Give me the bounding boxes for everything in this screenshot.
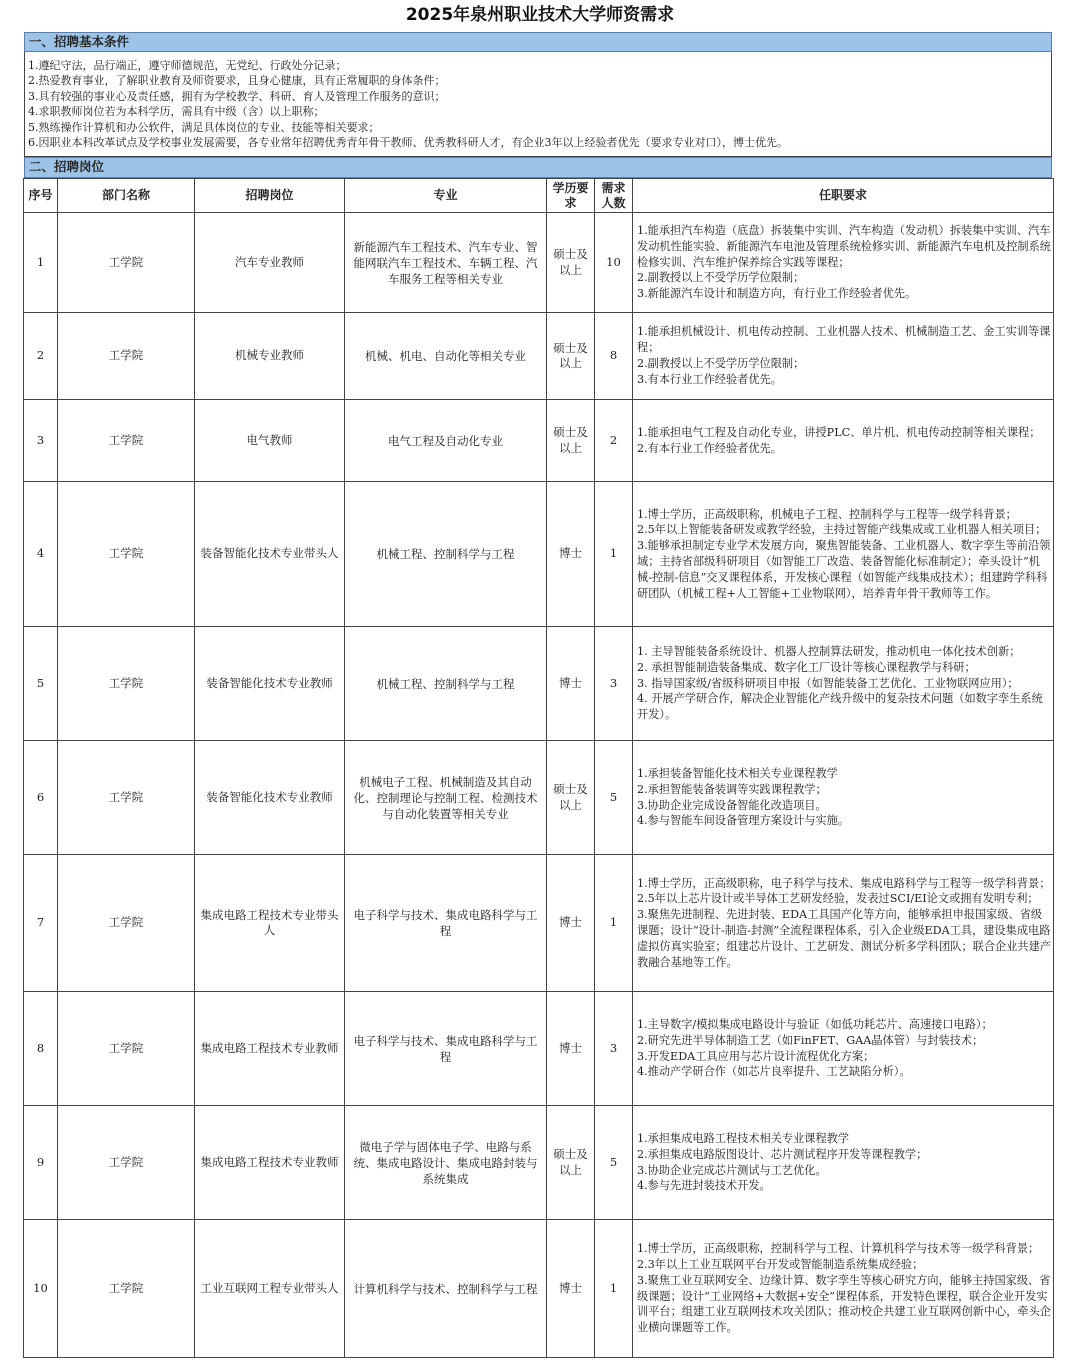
cell-no: 1 bbox=[24, 213, 58, 313]
cell-dept: 工学院 bbox=[58, 482, 195, 627]
cell-post: 装备智能化技术专业带头人 bbox=[195, 482, 345, 627]
table-row bbox=[24, 855, 1054, 992]
cell-major: 微电子学与固体电子学、电路与系统、集成电路设计、集成电路封装与系统集成 bbox=[345, 1106, 547, 1220]
cell-dept: 工学院 bbox=[58, 213, 195, 313]
requirement-item: 1.博士学历，正高级职称，控制科学与工程、计算机科学与技术等一级学科背景； bbox=[637, 1242, 1040, 1256]
condition-item: 3.具有较强的事业心及责任感，拥有为学校教学、科研、育人及管理工作服务的意识； bbox=[28, 89, 446, 103]
cell-edu: 硕士及以上 bbox=[547, 400, 595, 482]
cell-requirements bbox=[633, 213, 1054, 313]
cell-major: 机械工程、控制科学与工程 bbox=[345, 627, 547, 741]
requirement-item: 2.承担智能装备装调等实践课程教学； bbox=[637, 782, 827, 796]
cell-no: 9 bbox=[24, 1106, 58, 1220]
cell-count: 5 bbox=[595, 1106, 633, 1220]
cell-count: 3 bbox=[595, 627, 633, 741]
header-dept: 部门名称 bbox=[58, 179, 195, 213]
requirement-item: 1.能承担机械设计、机电传动控制、工业机器人技术、机械制造工艺、金工实训等课程； bbox=[637, 325, 1051, 355]
cell-requirements bbox=[633, 1220, 1054, 1358]
requirement-item: 1.博士学历，正高级职称，电子科学与技术、集成电路科学与工程等一级学科背景； bbox=[637, 876, 1051, 890]
header-count: 需求人数 bbox=[595, 179, 633, 213]
header-no: 序号 bbox=[24, 179, 58, 213]
cell-post: 汽车专业教师 bbox=[195, 213, 345, 313]
requirement-item: 2.5年以上芯片设计或半导体工艺研发经验，发表过SCI/EI论文或拥有发明专利； bbox=[637, 892, 1039, 906]
cell-post: 集成电路工程技术专业教师 bbox=[195, 1106, 345, 1220]
requirement-item: 2.承担集成电路版图设计、芯片测试程序开发等课程教学； bbox=[637, 1147, 928, 1161]
requirement-item: 3.聚焦工业互联网安全、边缘计算、数字孪生等核心研究方向，能够主持国家级、省级课题；设计“工业网络+大数据+安全”课程体系，开发特色课程，联合企业开发实训平台；组建工业互联网技术攻关团队；推动校企共建工业互联网创新中心，牵头企业横向课题等工作。 bbox=[637, 1273, 1051, 1335]
requirement-item: 4.参与智能车间设备管理方案设计与实施。 bbox=[637, 814, 850, 828]
cell-edu: 博士 bbox=[547, 855, 595, 992]
cell-edu: 硕士及以上 bbox=[547, 1106, 595, 1220]
table-row bbox=[24, 1220, 1054, 1358]
cell-requirements bbox=[633, 313, 1054, 400]
header-req: 任职要求 bbox=[633, 179, 1054, 213]
cell-edu: 博士 bbox=[547, 482, 595, 627]
cell-requirements bbox=[633, 855, 1054, 992]
cell-count: 1 bbox=[595, 855, 633, 992]
cell-requirements bbox=[633, 400, 1054, 482]
cell-dept: 工学院 bbox=[58, 313, 195, 400]
condition-item: 5.熟练操作计算机和办公软件，满足具体岗位的专业、技能等相关要求； bbox=[28, 120, 380, 134]
cell-no: 7 bbox=[24, 855, 58, 992]
cell-major: 新能源汽车工程技术、汽车专业、智能网联汽车工程技术、车辆工程、汽车服务工程等相关专业 bbox=[345, 213, 547, 313]
header-edu: 学历要求 bbox=[547, 179, 595, 213]
cell-count: 1 bbox=[595, 1220, 633, 1358]
cell-major: 计算机科学与技术、控制科学与工程 bbox=[345, 1220, 547, 1358]
cell-dept: 工学院 bbox=[58, 855, 195, 992]
requirement-item: 1. 主导智能装备系统设计、机器人控制算法研发，推动机电一体化技术创新； bbox=[637, 645, 1021, 658]
cell-no: 8 bbox=[24, 992, 58, 1106]
requirement-item: 3. 指导国家级/省级科研项目申报（如智能装备工艺优化、工业物联网应用）； bbox=[637, 676, 1019, 690]
table-row bbox=[24, 482, 1054, 627]
cell-dept: 工学院 bbox=[58, 1106, 195, 1220]
requirement-item: 1.能承担汽车构造（底盘）拆装集中实训、汽车构造（发动机）拆装集中实训、汽车发动机性能实验、新能源汽车电池及管理系统检修实训、新能源汽车电机及控制系统检修实训、汽车维护保养综合实践等课程； bbox=[637, 224, 1051, 269]
cell-major: 电子科学与技术、集成电路科学与工程 bbox=[345, 855, 547, 992]
cell-dept: 工学院 bbox=[58, 741, 195, 855]
section-basic-conditions-heading: 一、招聘基本条件 bbox=[24, 32, 1052, 52]
requirement-item: 1.能承担电气工程及自动化专业，讲授PLC、单片机、机电传动控制等相关课程； bbox=[637, 425, 1041, 439]
condition-item: 4.求职教师岗位若为本科学历，需具有中级（含）以上职称； bbox=[28, 105, 325, 119]
cell-major: 机械工程、控制科学与工程 bbox=[345, 482, 547, 627]
requirement-item: 2. 承担智能制造装备集成、数字化工厂设计等核心课程教学与科研； bbox=[637, 660, 976, 674]
cell-requirements bbox=[633, 741, 1054, 855]
cell-dept: 工学院 bbox=[58, 992, 195, 1106]
cell-no: 3 bbox=[24, 400, 58, 482]
requirement-item: 3.协助企业完成芯片测试与工艺优化。 bbox=[637, 1163, 827, 1177]
basic-conditions-list bbox=[24, 52, 1052, 157]
requirement-item: 2.3年以上工业互联网平台开发或智能制造系统集成经验； bbox=[637, 1257, 924, 1271]
requirement-item: 1.承担装备智能化技术相关专业课程教学 bbox=[637, 766, 838, 780]
positions-table bbox=[23, 178, 1054, 1358]
table-row bbox=[24, 400, 1054, 482]
table-row bbox=[24, 213, 1054, 313]
cell-count: 1 bbox=[595, 482, 633, 627]
cell-count: 3 bbox=[595, 992, 633, 1106]
condition-item: 1.遵纪守法，品行端正，遵守师德规范，无党纪、行政处分记录； bbox=[28, 59, 347, 72]
requirement-item: 3.开发EDA工具应用与芯片设计流程优化方案； bbox=[637, 1049, 875, 1063]
requirement-item: 3.能够承担制定专业学术发展方向，聚焦智能装备、工业机器人、数字孪生等前沿领域；主持省部级科研项目（如智能工厂改造、装备智能化标准制定）；牵头设计“机械-控制-信息”交叉课程体系，开发核心课程（如智能产线集成技术）；组建跨学科科研团队（机械工程+人工智能+工业物联网），培养青年骨干教师等工作。 bbox=[637, 539, 1051, 600]
requirement-item: 2.副教授以上不受学历学位限制； bbox=[637, 357, 805, 370]
cell-edu: 博士 bbox=[547, 1220, 595, 1358]
cell-no: 4 bbox=[24, 482, 58, 627]
cell-requirements bbox=[633, 992, 1054, 1106]
cell-post: 电气教师 bbox=[195, 400, 345, 482]
cell-no: 6 bbox=[24, 741, 58, 855]
cell-no: 2 bbox=[24, 313, 58, 400]
cell-edu: 博士 bbox=[547, 627, 595, 741]
requirement-item: 1.主导数字/模拟集成电路设计与验证（如低功耗芯片、高速接口电路）； bbox=[637, 1017, 993, 1031]
requirement-item: 2.副教授以上不受学历学位限制； bbox=[637, 271, 805, 285]
page-title: 2025年泉州职业技术大学师资需求 bbox=[405, 5, 675, 25]
cell-requirements bbox=[633, 482, 1054, 627]
cell-post: 装备智能化技术专业教师 bbox=[195, 627, 345, 741]
cell-no: 5 bbox=[24, 627, 58, 741]
cell-requirements bbox=[633, 1106, 1054, 1220]
requirement-item: 1.博士学历，正高级职称，机械电子工程、控制科学与工程等一级学科背景； bbox=[637, 507, 1017, 521]
cell-major: 机械、机电、自动化等相关专业 bbox=[345, 313, 547, 400]
cell-dept: 工学院 bbox=[58, 400, 195, 482]
table-row bbox=[24, 627, 1054, 741]
requirement-item: 3.聚焦先进制程、先进封装、EDA工具国产化等方向，能够承担申报国家级、省级课题；设计“设计-制造-封测”全流程课程体系，引入企业级EDA工具，建设集成电路虚拟仿真实验室；组建芯片设计、工艺研发、测试分析多学科团队；联合企业共建产教融合基地等工作。 bbox=[637, 908, 1051, 969]
cell-count: 8 bbox=[595, 313, 633, 400]
cell-edu: 硕士及以上 bbox=[547, 741, 595, 855]
cell-edu: 博士 bbox=[547, 992, 595, 1106]
cell-major: 电子科学与技术、集成电路科学与工程 bbox=[345, 992, 547, 1106]
cell-dept: 工学院 bbox=[58, 1220, 195, 1358]
requirement-item: 2.研究先进半导体制造工艺（如FinFET、GAA晶体管）与封装技术； bbox=[637, 1033, 984, 1047]
requirement-item: 4.参与先进封装技术开发。 bbox=[637, 1179, 771, 1193]
cell-post: 集成电路工程技术专业带头人 bbox=[195, 855, 345, 992]
cell-major: 机械电子工程、机械制造及其自动化、控制理论与控制工程、检测技术与自动化装置等相关专业 bbox=[345, 741, 547, 855]
cell-count: 10 bbox=[595, 213, 633, 313]
requirement-item: 2.有本行业工作经验者优先。 bbox=[637, 441, 782, 455]
cell-major: 电气工程及自动化专业 bbox=[345, 400, 547, 482]
cell-dept: 工学院 bbox=[58, 627, 195, 741]
cell-edu: 硕士及以上 bbox=[547, 213, 595, 313]
header-post: 招聘岗位 bbox=[195, 179, 345, 213]
cell-edu: 硕士及以上 bbox=[547, 313, 595, 400]
condition-item: 6.因职业本科改革试点及学校事业发展需要，各专业常年招聘优秀青年骨干教师、优秀教科研人才，有企业3年以上经验者优先（要求专业对口），博士优先。 bbox=[28, 136, 788, 150]
requirement-item: 3.协助企业完成设备智能化改造项目。 bbox=[637, 798, 827, 812]
section-positions-heading: 二、招聘岗位 bbox=[24, 157, 1052, 178]
requirement-item: 2.5年以上智能装备研发或教学经验，主持过智能产线集成或工业机器人相关项目； bbox=[637, 523, 1047, 537]
table-row bbox=[24, 1106, 1054, 1220]
cell-post: 机械专业教师 bbox=[195, 313, 345, 400]
cell-post: 装备智能化技术专业教师 bbox=[195, 741, 345, 855]
requirement-item: 4.推动产学研合作（如芯片良率提升、工艺缺陷分析）。 bbox=[637, 1065, 911, 1079]
cell-post: 工业互联网工程专业带头人 bbox=[195, 1220, 345, 1358]
table-row bbox=[24, 313, 1054, 400]
requirement-item: 1.承担集成电路工程技术相关专业课程教学 bbox=[637, 1131, 850, 1145]
table-row bbox=[24, 741, 1054, 855]
cell-count: 2 bbox=[595, 400, 633, 482]
table-header-row bbox=[24, 179, 1054, 213]
requirement-item: 3.有本行业工作经验者优先。 bbox=[637, 372, 782, 386]
requirement-item: 4. 开展产学研合作，解决企业智能化产线升级中的复杂技术问题（如数字孪生系统开发）。 bbox=[637, 692, 1043, 722]
cell-requirements bbox=[633, 627, 1054, 741]
header-major: 专业 bbox=[345, 179, 547, 213]
cell-no: 10 bbox=[24, 1220, 58, 1358]
condition-item: 2.热爱教育事业，了解职业教育及师资要求，且身心健康，具有正常履职的身体条件； bbox=[28, 74, 446, 88]
cell-post: 集成电路工程技术专业教师 bbox=[195, 992, 345, 1106]
requirement-item: 3.新能源汽车设计和制造方向，有行业工作经验者优先。 bbox=[637, 287, 917, 301]
cell-count: 5 bbox=[595, 741, 633, 855]
table-row bbox=[24, 992, 1054, 1106]
